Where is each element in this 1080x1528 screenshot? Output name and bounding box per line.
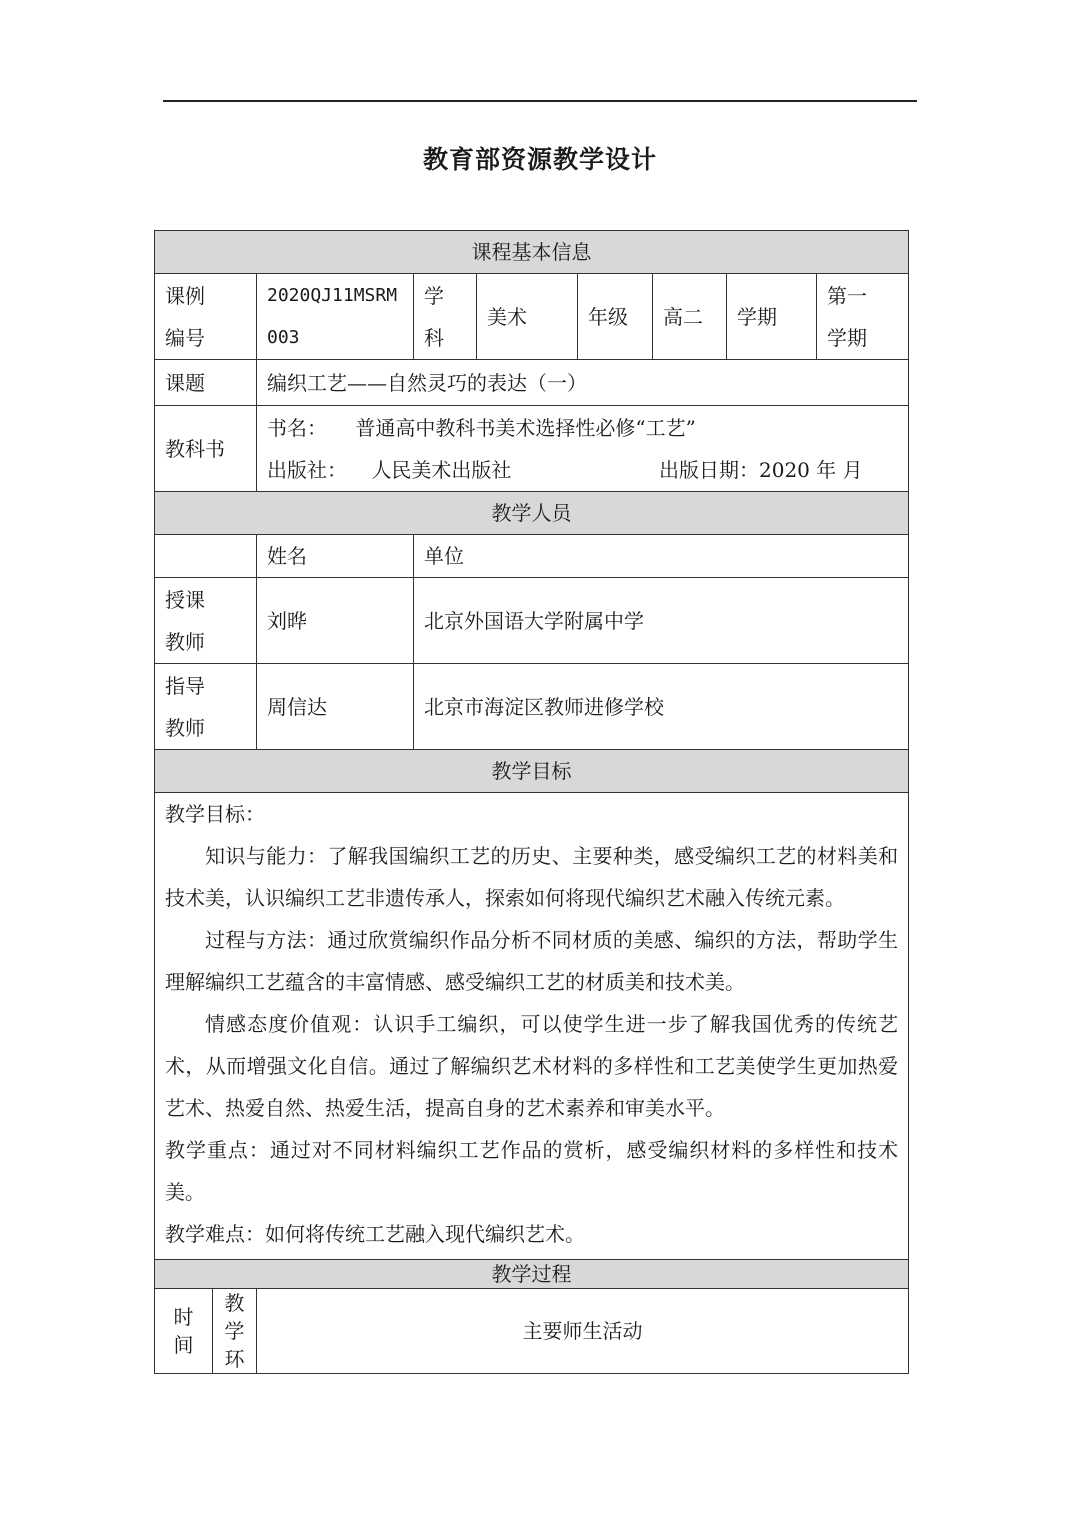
textbook-label: 教科书 xyxy=(155,406,257,492)
section-process: 教学过程 xyxy=(155,1260,909,1289)
subject-label xyxy=(414,274,477,360)
topic-label: 课题 xyxy=(155,360,257,406)
case-number-value xyxy=(257,274,414,360)
document-title: 教育部资源教学设计 xyxy=(422,145,657,174)
subject-label-text: 学科 xyxy=(424,283,444,350)
textbook-info xyxy=(257,406,909,492)
difficulty: 教学难点：如何将传统工艺融入现代编织艺术。 xyxy=(165,1222,585,1246)
staff-role-lecturer-text: 授课教师 xyxy=(165,587,205,654)
publisher-label: 出版社： xyxy=(267,457,347,482)
term-value xyxy=(817,274,909,360)
case-number-label-text: 课例编号 xyxy=(165,283,205,350)
case-number-label xyxy=(155,274,257,360)
process-stage-header xyxy=(213,1289,257,1374)
lesson-plan-table xyxy=(154,230,909,1374)
process-activity-header: 主要师生活动 xyxy=(257,1289,909,1374)
book-name-value: 普通高中教科书美术选择性必修“工艺” xyxy=(355,415,696,440)
process-time-header-text: 时间 xyxy=(173,1305,194,1357)
goals-heading: 教学目标： xyxy=(165,802,265,826)
staff-unit-lecturer: 北京外国语大学附属中学 xyxy=(414,578,909,664)
publisher-value: 人民美术出版社 xyxy=(371,457,512,482)
staff-unit-header: 单位 xyxy=(414,535,909,578)
goals-content xyxy=(155,793,909,1260)
goal-process: 过程与方法：通过欣赏编织作品分析不同材质的美感、编织的方法，帮助学生理解编织工艺蕴含的丰富情感、感受编织工艺的材质美和技术美。 xyxy=(165,928,899,994)
staff-name-advisor: 周信达 xyxy=(257,664,414,750)
process-time-header xyxy=(155,1289,213,1374)
goal-attitude: 情感态度价值观：认识手工编织，可以使学生进一步了解我国优秀的传统艺术，从而增强文化自信。通过了解编织艺术材料的多样性和工艺美使学生更加热爱艺术、热爱自然、热爱生活，提高自身的艺术素养和审美水平。 xyxy=(165,1012,899,1120)
staff-name-header: 姓名 xyxy=(257,535,414,578)
section-staff: 教学人员 xyxy=(155,492,909,535)
pub-date xyxy=(659,449,863,491)
header-rule xyxy=(163,100,917,102)
staff-role-advisor-text: 指导教师 xyxy=(165,673,205,740)
subject-value: 美术 xyxy=(477,274,578,360)
staff-role-lecturer xyxy=(155,578,257,664)
topic-value: 编织工艺——自然灵巧的表达（一） xyxy=(257,360,909,406)
staff-unit-advisor: 北京市海淀区教师进修学校 xyxy=(414,664,909,750)
grade-value: 高二 xyxy=(653,274,727,360)
book-name-label: 书名： xyxy=(267,415,327,440)
publisher-line xyxy=(267,449,898,491)
case-number-line2: 003 xyxy=(267,326,300,348)
key-point: 教学重点：通过对不同材料编织工艺作品的赏析，感受编织材料的多样性和技术美。 xyxy=(165,1138,899,1204)
goal-knowledge: 知识与能力：了解我国编织工艺的历史、主要种类，感受编织工艺的材料美和技术美，认识编织工艺非遗传承人，探索如何将现代编织艺术融入传统元素。 xyxy=(165,844,899,910)
process-stage-header-text: 教学环 xyxy=(224,1291,245,1371)
section-basic-info: 课程基本信息 xyxy=(155,231,909,274)
pub-date-label: 出版日期： xyxy=(659,457,759,482)
pub-date-value: 2020 年 月 xyxy=(759,457,863,482)
staff-role-header xyxy=(155,535,257,578)
staff-role-advisor xyxy=(155,664,257,750)
term-value-text: 第一学期 xyxy=(827,283,867,350)
grade-label: 年级 xyxy=(578,274,653,360)
book-name-line xyxy=(267,407,898,449)
term-label: 学期 xyxy=(727,274,817,360)
section-goals: 教学目标 xyxy=(155,750,909,793)
case-number-line1: 2020QJ11MSRM xyxy=(267,284,398,306)
staff-name-lecturer: 刘晔 xyxy=(257,578,414,664)
